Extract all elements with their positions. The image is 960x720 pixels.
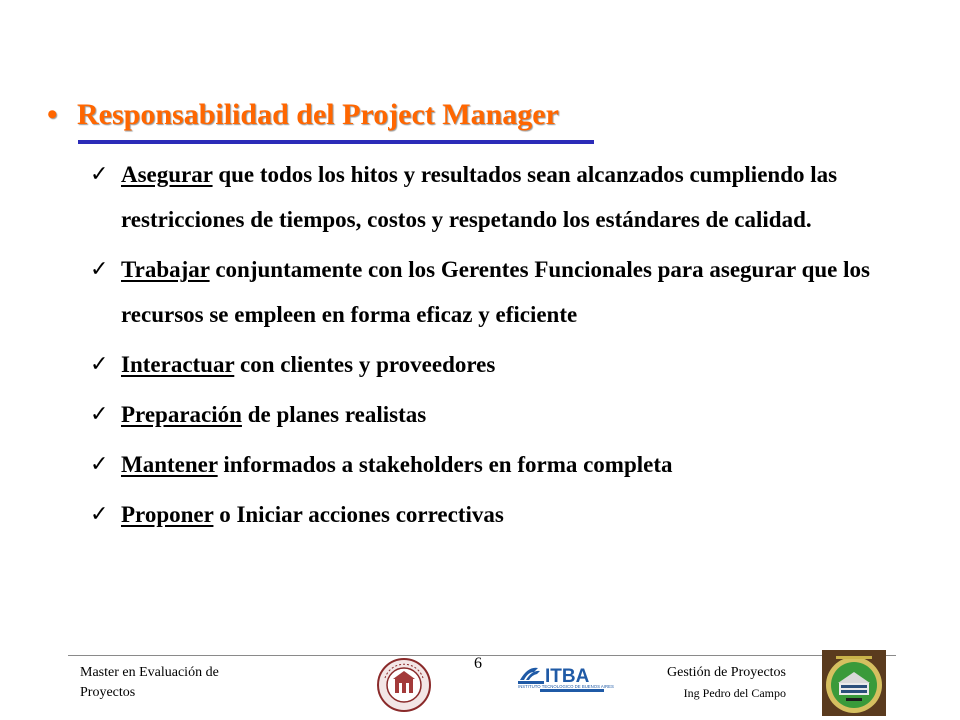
check-icon: ✓	[90, 452, 109, 477]
list-item	[90, 152, 930, 242]
list-item-body	[121, 392, 930, 437]
list-item	[90, 442, 930, 487]
list-item-body	[121, 247, 930, 337]
title-underline	[78, 140, 594, 144]
list-item	[90, 492, 930, 537]
footer-course-info	[598, 663, 786, 703]
list-item-text: con clientes y proveedores	[234, 352, 496, 377]
list-item-keyword: Proponer	[121, 502, 214, 527]
list-item-text: de planes realistas	[241, 402, 427, 427]
list-item	[90, 247, 930, 337]
list-item-keyword: Trabajar	[121, 257, 210, 282]
title-bullet: •	[47, 98, 58, 131]
title-text: Responsabilidad del Project Manager	[77, 98, 559, 131]
check-icon: ✓	[90, 502, 109, 527]
list-item	[90, 392, 930, 437]
list-item-text: o Iniciar acciones correctivas	[213, 502, 504, 527]
list-item-body	[121, 342, 930, 387]
footer-divider	[68, 655, 896, 656]
footer-subject: Gestión de Proyectos	[667, 665, 786, 680]
page-number: 6	[474, 655, 482, 672]
list-item-text: informados a stakeholders en forma completa	[217, 452, 673, 477]
check-icon: ✓	[90, 352, 109, 377]
check-icon: ✓	[90, 257, 109, 282]
itba-name: ITBA	[545, 666, 590, 687]
slide-title	[47, 98, 559, 132]
check-icon: ✓	[90, 162, 109, 187]
itba-subtitle: INSTITUTO TECNOLOGICO DE BUENOS AIRES	[518, 684, 614, 689]
course-badge-logo	[822, 650, 886, 716]
list-item	[90, 342, 930, 387]
check-icon: ✓	[90, 402, 109, 427]
list-item-text: que todos los hitos y resultados sean alcanzados cumpliendo las restricciones de tiempos, costos y respetando los estándares de calidad.	[121, 162, 838, 232]
list-item-keyword: Interactuar	[121, 352, 235, 377]
list-item-keyword: Asegurar	[121, 162, 213, 187]
responsibility-list	[90, 152, 930, 542]
list-item-keyword: Mantener	[121, 452, 218, 477]
list-item-body	[121, 492, 930, 537]
itba-logo	[518, 662, 626, 692]
footer-course: Master en Evaluación de Proyectos	[80, 665, 219, 700]
list-item-body	[121, 152, 930, 242]
list-item-body	[121, 442, 930, 487]
university-seal-logo	[377, 658, 431, 712]
footer-author: Ing Pedro del Campo	[683, 686, 786, 700]
list-item-text: conjuntamente con los Gerentes Funcionales para asegurar que los recursos se empleen en forma eficaz y eficiente	[121, 257, 870, 327]
list-item-keyword: Preparación	[121, 402, 242, 427]
